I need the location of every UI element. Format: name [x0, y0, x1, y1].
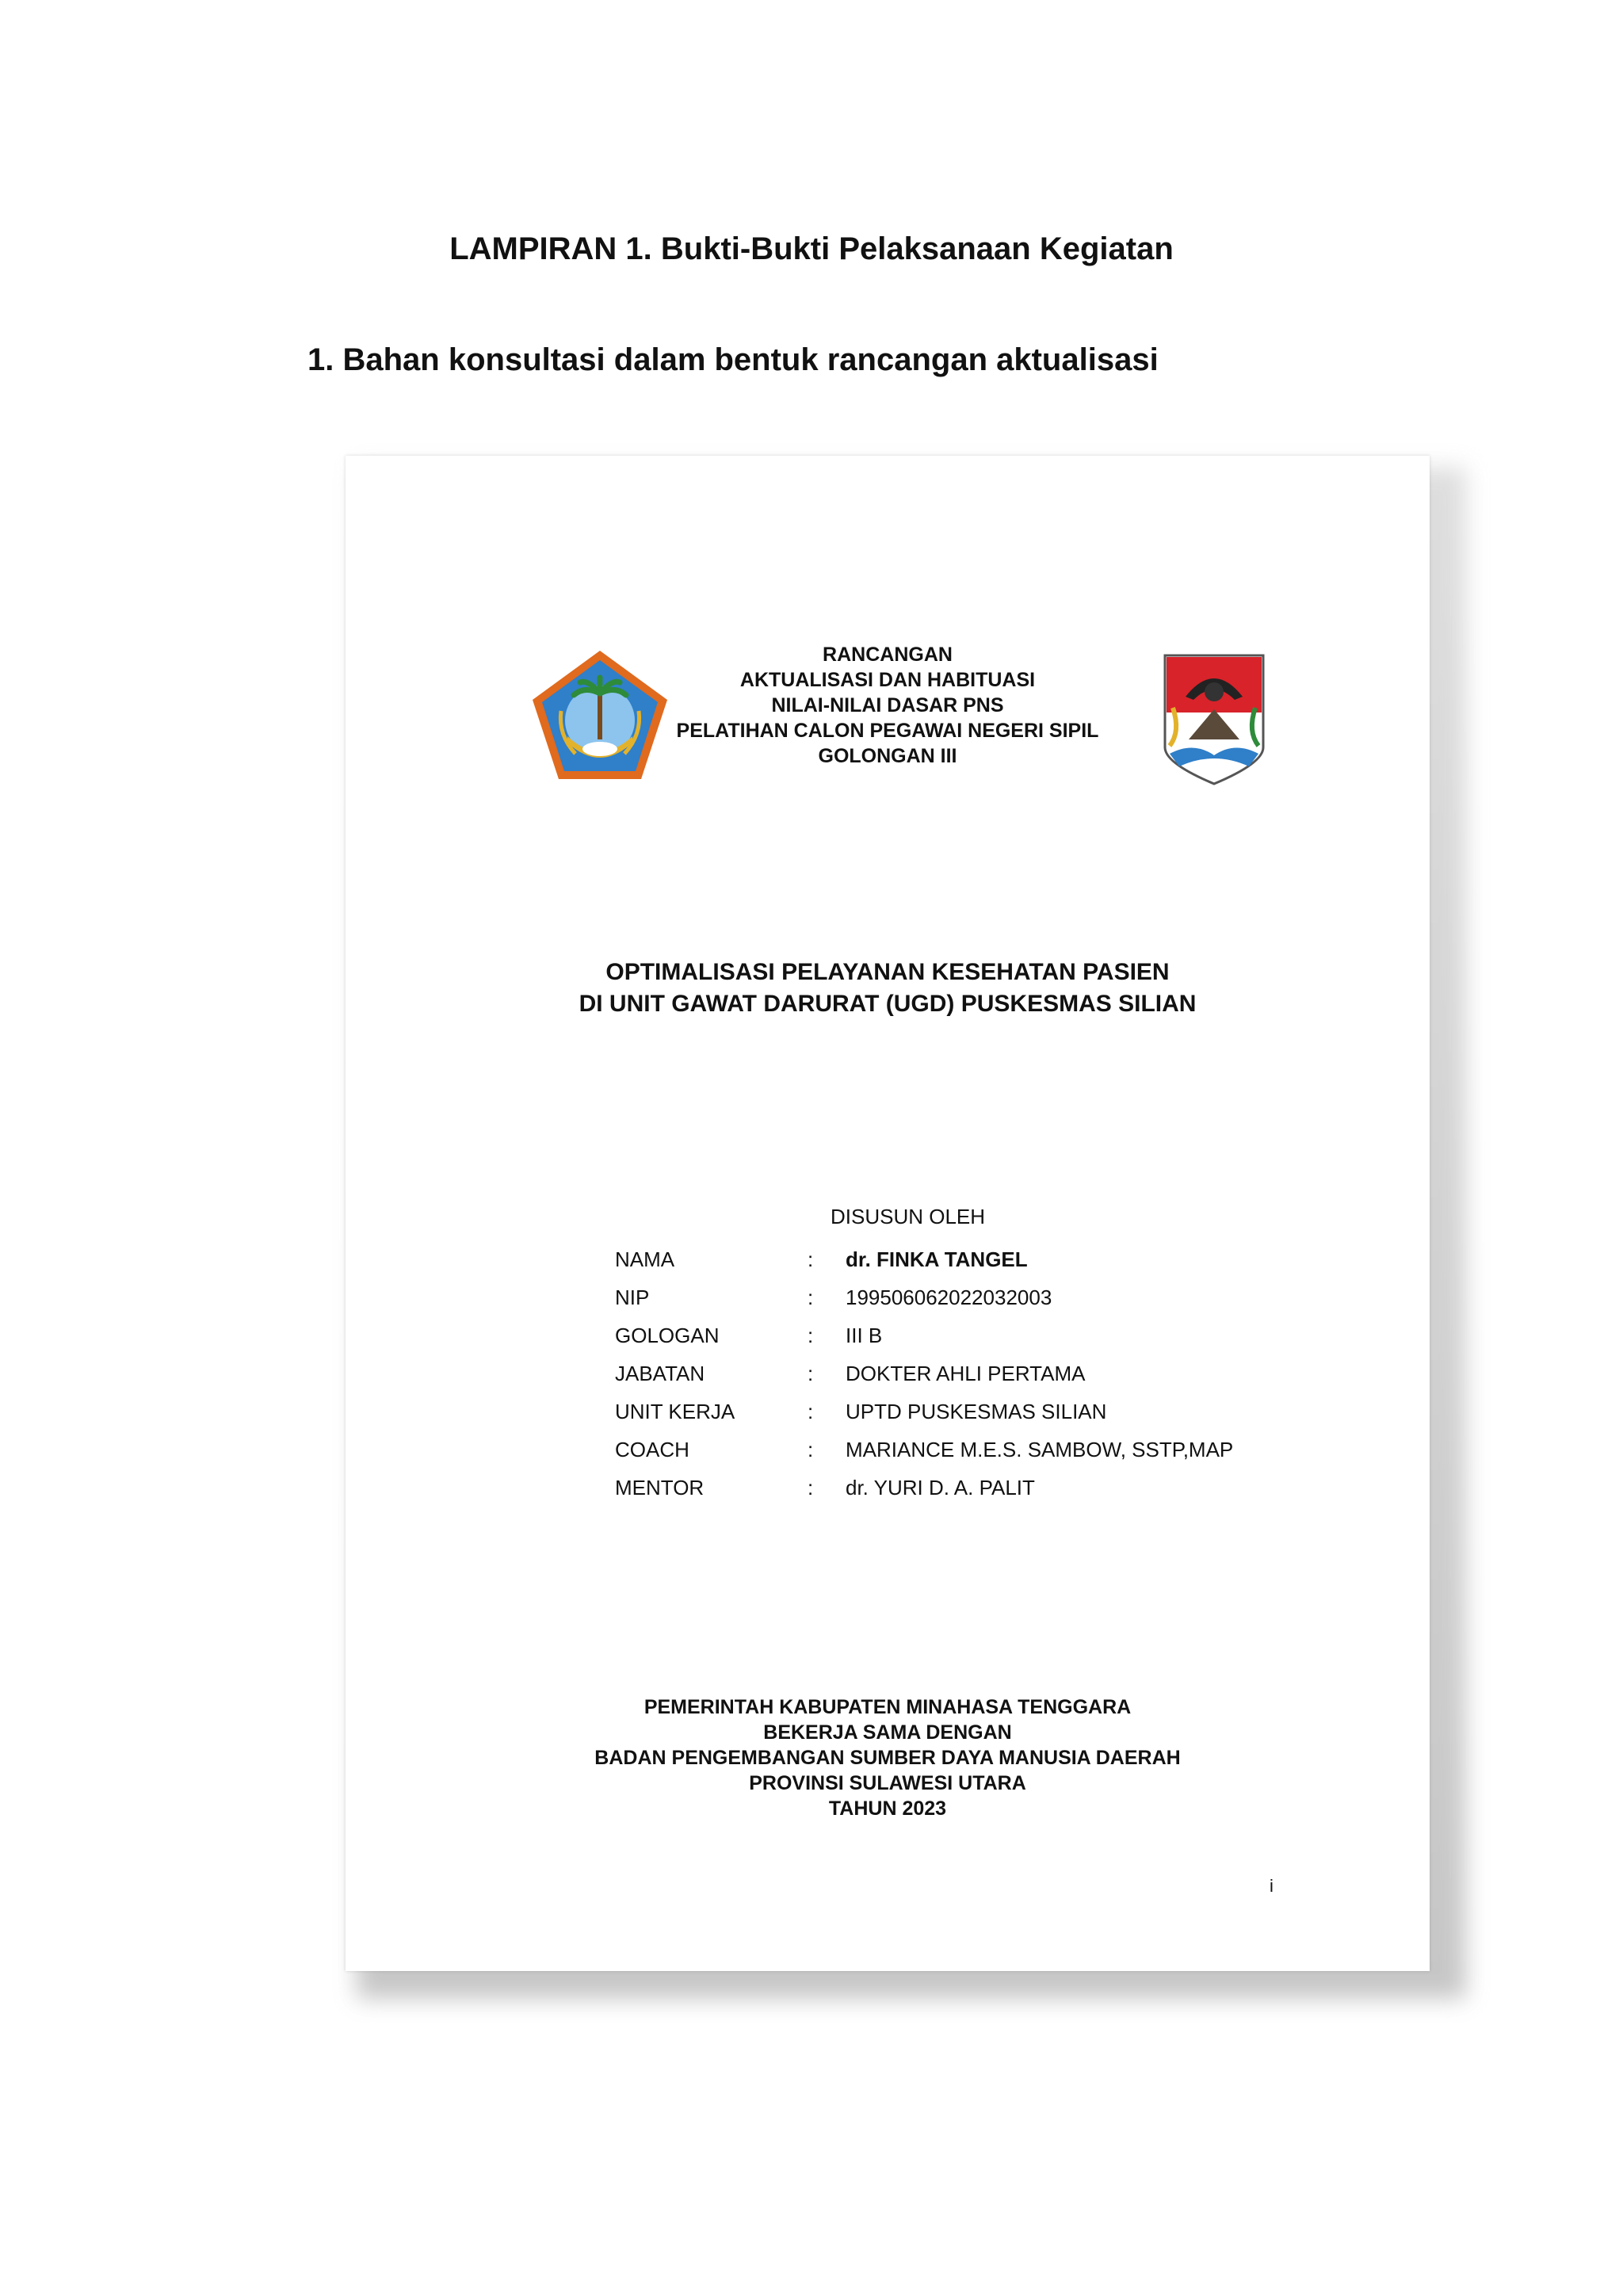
footer-line: PEMERINTAH KABUPATEN MINAHASA TENGGARA — [643, 1696, 1132, 1718]
identity-label: COACH — [615, 1438, 689, 1461]
footer-line: PROVINSI SULAWESI UTARA — [749, 1772, 1026, 1794]
identity-label: NIP — [615, 1286, 650, 1309]
colon-separator: : — [808, 1247, 814, 1271]
identity-label: JABATAN — [615, 1362, 705, 1385]
header-line: RANCANGAN — [823, 644, 953, 666]
authored-by-label: DISUSUN OLEH — [831, 1205, 986, 1228]
table-row — [615, 1316, 1233, 1354]
table-row — [615, 1278, 1233, 1316]
document-title — [346, 957, 1430, 1020]
page-number: i — [1270, 1876, 1274, 1896]
identity-label: NAMA — [615, 1247, 675, 1271]
identity-label: MENTOR — [615, 1476, 705, 1499]
embedded-document-page — [346, 456, 1430, 1971]
colon-separator: : — [808, 1362, 814, 1385]
identity-value: DOKTER AHLI PERTAMA — [846, 1362, 1086, 1385]
identity-label: UNIT KERJA — [615, 1400, 735, 1423]
identity-value: dr. YURI D. A. PALIT — [846, 1476, 1035, 1499]
identity-label: GOLOGAN — [615, 1324, 720, 1347]
identity-value: 199506062022032003 — [846, 1286, 1052, 1309]
header-line: AKTUALISASI DAN HABITUASI — [739, 669, 1036, 691]
header-line: NILAI-NILAI DASAR PNS — [771, 694, 1004, 716]
document-footer — [346, 1694, 1430, 1821]
header-line: PELATIHAN CALON PEGAWAI NEGERI SIPIL — [676, 720, 1099, 742]
table-row — [615, 1354, 1233, 1392]
footer-line: BEKERJA SAMA DENGAN — [763, 1721, 1012, 1744]
table-row — [615, 1469, 1233, 1507]
title-line: OPTIMALISASI PELAYANAN KESEHATAN PASIEN — [605, 959, 1170, 985]
colon-separator: : — [808, 1286, 814, 1309]
identity-value: MARIANCE M.E.S. SAMBOW, SSTP,MAP — [846, 1438, 1234, 1461]
table-row — [615, 1431, 1233, 1469]
appendix-title: LAMPIRAN 1. Bukti-Bukti Pelaksanaan Kegiatan — [449, 231, 1174, 266]
colon-separator: : — [808, 1476, 814, 1499]
title-line: DI UNIT GAWAT DARURAT (UGD) PUSKESMAS SILIAN — [579, 991, 1197, 1017]
colon-separator: : — [808, 1438, 814, 1461]
section-subtitle: 1. Bahan konsultasi dalam bentuk rancangan aktualisasi — [307, 342, 1159, 377]
identity-table — [615, 1240, 1233, 1507]
header-line: GOLONGAN III — [818, 745, 957, 767]
footer-line: TAHUN 2023 — [828, 1797, 947, 1820]
identity-value: UPTD PUSKESMAS SILIAN — [846, 1400, 1107, 1423]
identity-value: III B — [846, 1324, 883, 1347]
colon-separator: : — [808, 1400, 814, 1423]
table-row — [615, 1392, 1233, 1431]
document-header — [346, 642, 1430, 769]
identity-value: dr. FINKA TANGEL — [846, 1247, 1028, 1271]
footer-line: BADAN PENGEMBANGAN SUMBER DAYA MANUSIA DAERAH — [594, 1747, 1181, 1769]
table-row — [615, 1240, 1233, 1278]
colon-separator: : — [808, 1324, 814, 1347]
